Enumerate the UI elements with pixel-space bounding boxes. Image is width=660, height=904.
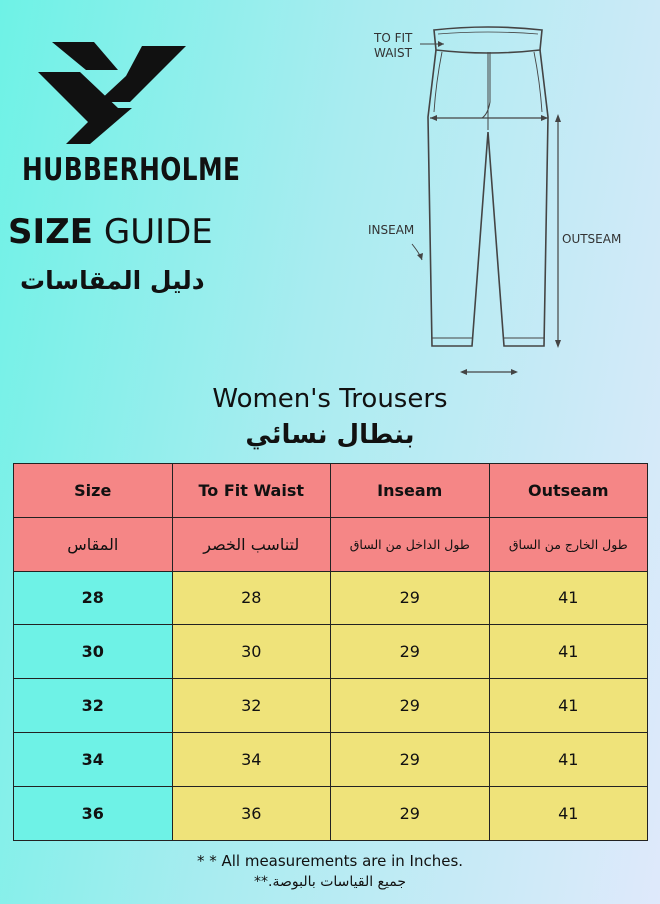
cell-outseam: 41 <box>489 679 648 733</box>
cell-size: 36 <box>14 786 173 840</box>
header-outseam-arabic: طول الخارج من الساق <box>489 517 648 571</box>
header-waist-arabic: لتناسب الخصر <box>172 517 331 571</box>
header-inseam-arabic: طول الداخل من الساق <box>331 517 490 571</box>
header-to-fit-waist: To Fit Waist <box>172 464 331 518</box>
cell-outseam: 41 <box>489 732 648 786</box>
label-to-fit-waist-line1: TO FIT <box>374 31 413 45</box>
product-title: Women's Trousers <box>212 384 448 414</box>
size-guide-title-arabic: دليل المقاسات <box>20 266 205 295</box>
table-row <box>14 732 648 786</box>
brand-name: HUBBERHOLME <box>22 152 241 188</box>
size-table <box>13 463 648 841</box>
cell-inseam: 29 <box>331 786 490 840</box>
cell-waist: 30 <box>172 625 331 679</box>
cell-inseam: 29 <box>331 679 490 733</box>
table-row <box>14 571 648 625</box>
size-guide-title <box>8 212 213 252</box>
size-guide-title-light: GUIDE <box>103 212 213 252</box>
table-header-row-arabic <box>14 517 648 571</box>
label-to-fit-waist-line2: WAIST <box>374 46 412 60</box>
cell-size: 32 <box>14 679 173 733</box>
size-guide-title-bold: SIZE <box>8 212 94 252</box>
cell-size: 34 <box>14 732 173 786</box>
header-size: Size <box>14 464 173 518</box>
product-title-arabic: بنطال نسائي <box>245 420 415 450</box>
cell-size: 28 <box>14 571 173 625</box>
cell-waist: 36 <box>172 786 331 840</box>
cell-inseam: 29 <box>331 625 490 679</box>
cell-inseam: 29 <box>331 732 490 786</box>
cell-waist: 34 <box>172 732 331 786</box>
table-row <box>14 786 648 840</box>
cell-inseam: 29 <box>331 571 490 625</box>
header-outseam: Outseam <box>489 464 648 518</box>
cell-outseam: 41 <box>489 786 648 840</box>
label-inseam: INSEAM <box>368 223 415 237</box>
cell-waist: 28 <box>172 571 331 625</box>
header-size-arabic: المقاس <box>14 517 173 571</box>
label-outseam: OUTSEAM <box>562 232 622 246</box>
header-inseam: Inseam <box>331 464 490 518</box>
table-row <box>14 679 648 733</box>
cell-outseam: 41 <box>489 625 648 679</box>
table-row <box>14 625 648 679</box>
trousers-outline-icon <box>360 22 640 382</box>
table-header-row <box>14 464 648 518</box>
measurement-note-arabic: جميع القياسات بالبوصة.** <box>254 874 406 890</box>
cell-waist: 32 <box>172 679 331 733</box>
measurement-note: * * All measurements are in Inches. <box>196 852 464 870</box>
cell-outseam: 41 <box>489 571 648 625</box>
cell-size: 30 <box>14 625 173 679</box>
hubberholme-bird-logo-icon <box>34 38 192 146</box>
